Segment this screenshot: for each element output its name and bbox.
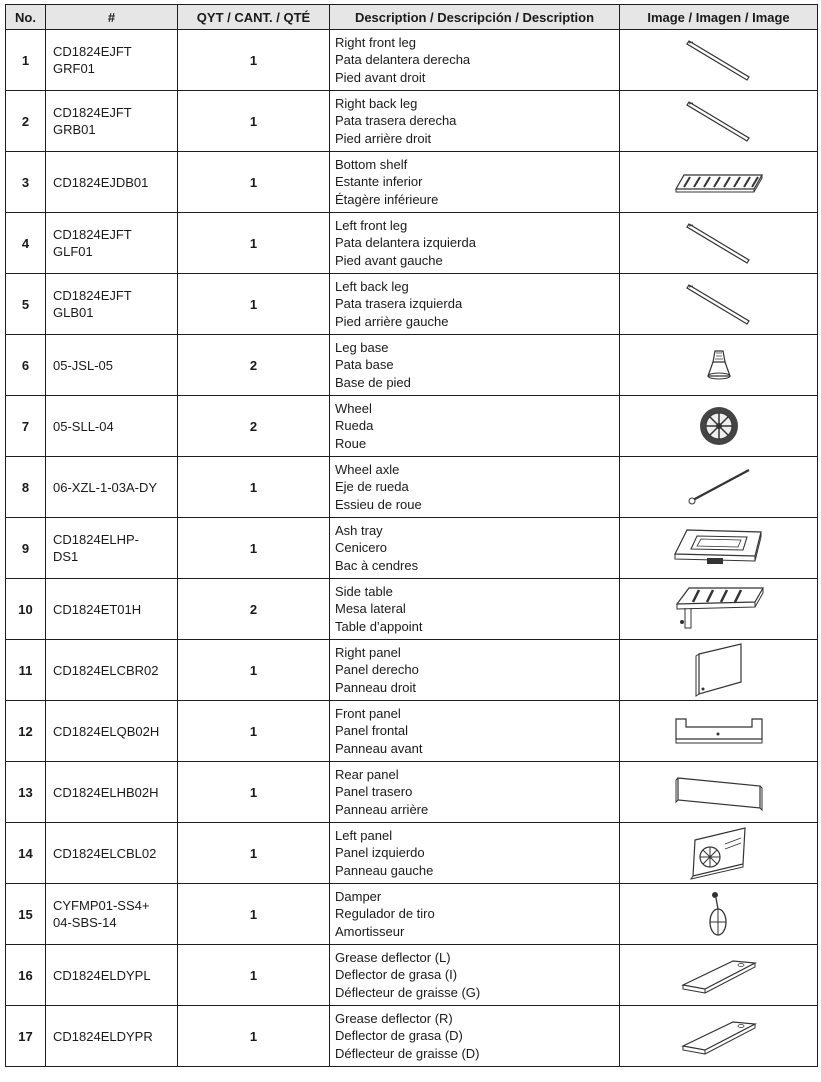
left-panel-icon <box>620 824 817 882</box>
description-fr: Amortisseur <box>335 923 405 939</box>
table-row <box>6 274 818 335</box>
part-number: CD1824EJFT GLB01 <box>46 274 178 335</box>
quantity: 2 <box>178 579 330 640</box>
row-number: 15 <box>6 884 46 945</box>
description-es: Rueda <box>335 418 374 434</box>
quantity: 1 <box>178 30 330 91</box>
part-number: CD1824EJDB01 <box>46 152 178 213</box>
part-image <box>620 701 818 762</box>
shelf-icon <box>620 167 817 197</box>
part-number: CD1824ELDYPL <box>46 945 178 1006</box>
description <box>330 640 620 701</box>
row-number: 14 <box>6 823 46 884</box>
description-fr: Pied arrière gauche <box>335 313 449 329</box>
rear-panel-icon <box>620 772 817 812</box>
part-number: CD1824ELHP- DS1 <box>46 518 178 579</box>
description-en: Leg base <box>335 339 389 355</box>
row-number: 13 <box>6 762 46 823</box>
front-panel-icon <box>620 713 817 749</box>
table-row <box>6 335 818 396</box>
description-es: Panel frontal <box>335 723 408 739</box>
quantity: 1 <box>178 518 330 579</box>
row-number: 6 <box>6 335 46 396</box>
description <box>330 396 620 457</box>
description-fr: Panneau arrière <box>335 801 429 817</box>
table-row <box>6 884 818 945</box>
description <box>330 213 620 274</box>
description-fr: Étagère inférieure <box>335 191 439 207</box>
quantity: 1 <box>178 640 330 701</box>
side-table-icon <box>620 584 817 634</box>
grease-deflector-icon <box>620 955 817 995</box>
description-en: Wheel axle <box>335 461 400 477</box>
part-number: CD1824ET01H <box>46 579 178 640</box>
description-es: Eje de rueda <box>335 479 409 495</box>
row-number: 1 <box>6 30 46 91</box>
description-es: Panel trasero <box>335 784 413 800</box>
axle-icon <box>620 464 817 510</box>
description-es: Deflector de grasa (I) <box>335 967 458 983</box>
description-en: Rear panel <box>335 766 399 782</box>
part-number: CD1824ELHB02H <box>46 762 178 823</box>
description <box>330 945 620 1006</box>
row-number: 3 <box>6 152 46 213</box>
row-number: 10 <box>6 579 46 640</box>
leg-icon <box>620 281 817 327</box>
description-es: Estante inferior <box>335 174 423 190</box>
part-image <box>620 1006 818 1067</box>
description-fr: Pied avant droit <box>335 69 426 85</box>
part-number: 05-JSL-05 <box>46 335 178 396</box>
description-fr: Pied arrière droit <box>335 130 432 146</box>
description <box>330 457 620 518</box>
header-image: Image / Imagen / Image <box>620 5 818 30</box>
header-row <box>6 5 818 30</box>
description <box>330 274 620 335</box>
description <box>330 884 620 945</box>
quantity: 2 <box>178 335 330 396</box>
part-number: CD1824EJFT GRB01 <box>46 91 178 152</box>
part-image <box>620 579 818 640</box>
table-row <box>6 30 818 91</box>
quantity: 1 <box>178 701 330 762</box>
description-en: Front panel <box>335 705 401 721</box>
row-number: 2 <box>6 91 46 152</box>
header-quantity: QYT / CANT. / QTÉ <box>178 5 330 30</box>
description-en: Left front leg <box>335 217 408 233</box>
part-number: CD1824ELCBL02 <box>46 823 178 884</box>
description-en: Grease deflector (L) <box>335 949 451 965</box>
description-en: Ash tray <box>335 522 383 538</box>
part-image <box>620 884 818 945</box>
description-en: Left panel <box>335 827 393 843</box>
description <box>330 701 620 762</box>
description-fr: Pied avant gauche <box>335 252 443 268</box>
description-es: Pata delantera derecha <box>335 52 471 68</box>
description-en: Right back leg <box>335 95 418 111</box>
part-number: CYFMP01-SS4+ 04-SBS-14 <box>46 884 178 945</box>
description <box>330 152 620 213</box>
description <box>330 518 620 579</box>
header-part-number: # <box>46 5 178 30</box>
description-fr: Roue <box>335 435 367 451</box>
table-row <box>6 701 818 762</box>
description-fr: Panneau gauche <box>335 862 434 878</box>
row-number: 11 <box>6 640 46 701</box>
row-number: 5 <box>6 274 46 335</box>
wheel-icon <box>620 404 817 448</box>
description-es: Mesa lateral <box>335 601 406 617</box>
description-fr: Déflecteur de graisse (D) <box>335 1045 480 1061</box>
description-en: Left back leg <box>335 278 409 294</box>
part-image <box>620 152 818 213</box>
part-image <box>620 396 818 457</box>
quantity: 1 <box>178 884 330 945</box>
leg-base-icon <box>620 348 817 382</box>
description-fr: Essieu de roue <box>335 496 422 512</box>
description-fr: Bac à cendres <box>335 557 419 573</box>
description-es: Deflector de grasa (D) <box>335 1028 463 1044</box>
table-row <box>6 457 818 518</box>
row-number: 9 <box>6 518 46 579</box>
part-image <box>620 945 818 1006</box>
description-en: Right front leg <box>335 34 416 50</box>
row-number: 4 <box>6 213 46 274</box>
description <box>330 762 620 823</box>
part-number: CD1824EJFT GLF01 <box>46 213 178 274</box>
description-en: Right panel <box>335 644 401 660</box>
right-panel-icon <box>620 642 817 698</box>
row-number: 7 <box>6 396 46 457</box>
quantity: 1 <box>178 1006 330 1067</box>
part-image <box>620 213 818 274</box>
part-image <box>620 91 818 152</box>
quantity: 1 <box>178 274 330 335</box>
description-en: Damper <box>335 888 382 904</box>
quantity: 1 <box>178 457 330 518</box>
description-fr: Déflecteur de graisse (G) <box>335 984 481 1000</box>
header-no: No. <box>6 5 46 30</box>
damper-icon <box>620 890 817 938</box>
description <box>330 579 620 640</box>
table-row <box>6 823 818 884</box>
table-row <box>6 213 818 274</box>
table-row <box>6 945 818 1006</box>
table-row <box>6 640 818 701</box>
description-es: Pata base <box>335 357 394 373</box>
part-number: CD1824ELDYPR <box>46 1006 178 1067</box>
leg-icon <box>620 37 817 83</box>
table-row <box>6 91 818 152</box>
header-description: Description / Descripción / Description <box>330 5 620 30</box>
part-image <box>620 640 818 701</box>
part-image <box>620 30 818 91</box>
table-row <box>6 396 818 457</box>
quantity: 1 <box>178 91 330 152</box>
description-es: Pata trasera izquierda <box>335 296 463 312</box>
description-es: Pata delantera izquierda <box>335 235 476 251</box>
part-number: CD1824ELQB02H <box>46 701 178 762</box>
table-row <box>6 762 818 823</box>
row-number: 16 <box>6 945 46 1006</box>
table-row <box>6 152 818 213</box>
quantity: 1 <box>178 762 330 823</box>
quantity: 1 <box>178 152 330 213</box>
part-image <box>620 335 818 396</box>
description <box>330 1006 620 1067</box>
part-image <box>620 457 818 518</box>
quantity: 2 <box>178 396 330 457</box>
part-image <box>620 823 818 884</box>
description-es: Pata trasera derecha <box>335 113 457 129</box>
description-en: Grease deflector (R) <box>335 1010 453 1026</box>
row-number: 17 <box>6 1006 46 1067</box>
description <box>330 823 620 884</box>
description-en: Side table <box>335 583 393 599</box>
row-number: 12 <box>6 701 46 762</box>
leg-icon <box>620 220 817 266</box>
quantity: 1 <box>178 945 330 1006</box>
table-row <box>6 518 818 579</box>
description <box>330 335 620 396</box>
part-number: 05-SLL-04 <box>46 396 178 457</box>
parts-list-table <box>5 4 818 1067</box>
description-fr: Panneau droit <box>335 679 416 695</box>
part-number: CD1824EJFT GRF01 <box>46 30 178 91</box>
part-number: 06-XZL-1-03A-DY <box>46 457 178 518</box>
table-row <box>6 579 818 640</box>
part-number: CD1824ELCBR02 <box>46 640 178 701</box>
description-es: Cenicero <box>335 540 388 556</box>
ash-tray-icon <box>620 526 817 570</box>
description-fr: Table d’appoint <box>335 618 423 634</box>
description-en: Wheel <box>335 400 372 416</box>
description <box>330 30 620 91</box>
part-image <box>620 762 818 823</box>
row-number: 8 <box>6 457 46 518</box>
description-en: Bottom shelf <box>335 156 408 172</box>
table-row <box>6 1006 818 1067</box>
grease-deflector-icon <box>620 1016 817 1056</box>
leg-icon <box>620 98 817 144</box>
description-es: Panel izquierdo <box>335 845 425 861</box>
description-es: Regulador de tiro <box>335 906 435 922</box>
description-fr: Base de pied <box>335 374 411 390</box>
part-image <box>620 274 818 335</box>
part-image <box>620 518 818 579</box>
description-fr: Panneau avant <box>335 740 423 756</box>
description-es: Panel derecho <box>335 662 419 678</box>
quantity: 1 <box>178 823 330 884</box>
quantity: 1 <box>178 213 330 274</box>
description <box>330 91 620 152</box>
